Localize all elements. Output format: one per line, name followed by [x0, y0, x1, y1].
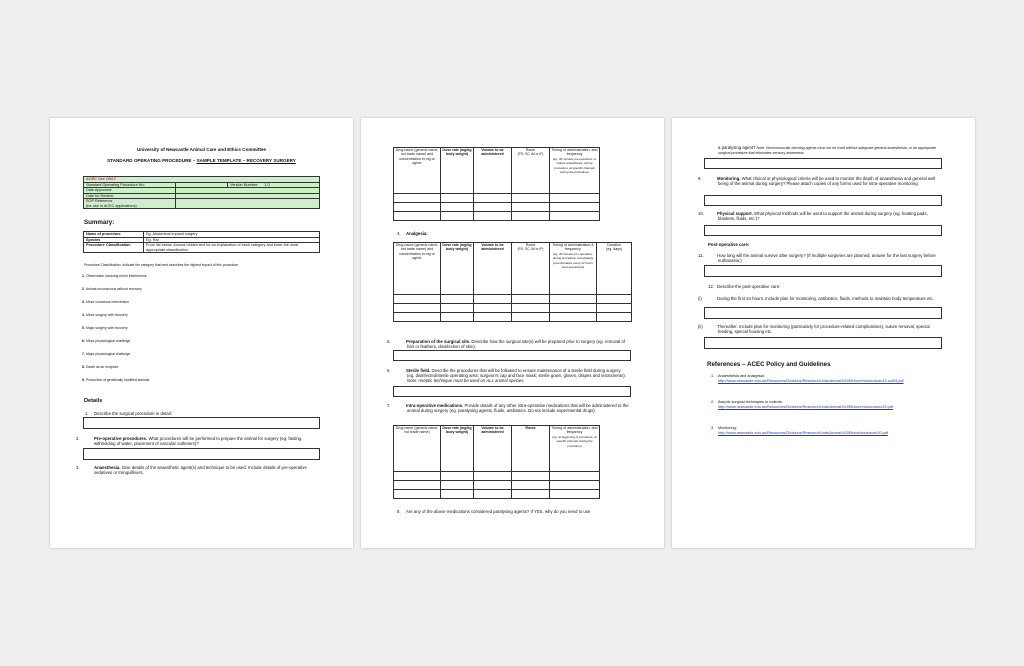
question-7: 7. Intra-operative medications. Provide details of any other intra-operative medications that will be administered to the animal during surgery (eg. paralysing agents, fluids, antibiotics. Do not include experimental drugs).	[387, 403, 629, 414]
col-dose-rate: Dose rate (mg/kg body weight)	[441, 148, 474, 194]
procedure-name-label: Name of procedure	[84, 232, 144, 238]
analgesia-drug-table	[393, 242, 632, 322]
reference-title: Monitoring:	[718, 426, 737, 430]
classification-item: 9. Production of genetically modified animals	[82, 378, 150, 382]
col-route: Route	[512, 426, 550, 472]
question-4: 4. Analgesia:	[397, 231, 428, 236]
answer-box-1[interactable]	[83, 417, 320, 429]
acec-use-table	[83, 176, 320, 209]
classification-item: 4. Minor surgery with recovery	[82, 313, 128, 317]
date-approved-label: Date Approved:	[84, 188, 176, 194]
answer-box-12-i[interactable]	[704, 307, 942, 319]
col-route: Route (PO, SC, IM or IP)	[512, 243, 550, 295]
col-duration: Duration (eg. days)	[597, 243, 632, 295]
anaesthesia-drug-table	[393, 147, 600, 221]
document-subtitle	[50, 158, 353, 164]
summary-table	[83, 231, 320, 253]
col-timing: Timing of administration, and frequency (eg. at beginning of procedure, at specific intervals during the procedure)	[550, 426, 600, 472]
answer-box-10[interactable]	[704, 225, 942, 236]
question-12: 12. Describe the post-operative care:	[708, 284, 781, 289]
classification-intro: Procedure Classification. Indicate the category that best describes the highest impact of this procedure	[84, 263, 238, 267]
question-2: 2. Pre-operative procedures. What procedures will be performed to prepare the animal for surgery (eg. fasting, withholding of water, placement of vascular catheters)?	[76, 436, 303, 447]
col-volume: Volume to be administered	[474, 148, 512, 194]
procedure-name-value[interactable]: Eg. Abdominal implant surgery	[144, 232, 320, 238]
classification-item: 3. Minor conscious intervention	[82, 300, 129, 304]
intraop-drug-table	[393, 425, 600, 499]
document-title: University of Newcastle Animal Care and Ethics Committee	[136, 147, 266, 152]
classification-label: Procedure Classification	[84, 243, 144, 253]
classification-item: 8. Death as an endpoint	[82, 365, 119, 369]
species-label: Species	[84, 237, 144, 243]
reference-item: 1. Anaesthesia and analgesia: http://www.newcastle.edu.au/Resources/Divisions/Research/Units/Animal%20Ethics/revision/acec13-oct03.pdf	[718, 374, 943, 383]
acec-header: ACEC Use ONLY	[84, 177, 320, 183]
reference-title: Anaesthesia and analgesia:	[718, 374, 765, 378]
document-page-2	[361, 118, 664, 548]
classification-item: 1. Observation involving minor interference	[82, 274, 147, 278]
version-value: 1.0	[264, 182, 270, 187]
col-drug-name: Drug name (generic name, not trade name)	[394, 426, 441, 472]
col-dose-rate: Dose rate (mg/kg body weight)	[441, 426, 474, 472]
version-label: Version Number:	[230, 182, 259, 187]
classification-item: 7. Major physiological challenge	[82, 352, 131, 356]
classification-value[interactable]: From list below. Access hidden text for an explanation of each category and enter the most appropriate classification	[144, 243, 320, 253]
classification-item: 5. Major surgery with recovery	[82, 326, 128, 330]
col-volume: Volume to be administered	[474, 243, 512, 295]
question-12-i: (i) During the first 24 hours. Include plan for monitoring, antibiotics, fluids, methods to maintain body temperature etc.	[698, 296, 934, 301]
answer-box-2[interactable]	[83, 448, 320, 460]
col-route: Route (PO, SC, IM or IP)	[512, 148, 550, 194]
question-8-continued: a paralysing agent? Note: Neuromuscular blocking agents must not be used without adequate general anaesthesia, or an appropriate surgical procedure that eliminates sensory awareness	[718, 145, 937, 156]
col-drug-name: Drug name (generic name, not trade name) and concentration in mg or ug/mL	[394, 148, 441, 194]
subtitle-prefix: STANDARD OPERATING PROCEDURE –	[107, 158, 197, 163]
subtitle-template-link[interactable]: SAMPLE TEMPLATE – RECOVERY SURGERY	[196, 158, 296, 163]
sop-number-label: Standard Operating Procedure No:	[84, 182, 176, 188]
details-heading: Details	[84, 398, 103, 404]
col-volume: Volume to be administered	[474, 426, 512, 472]
reference-link[interactable]: http://www.newcastle.edu.au/Resources/Divisions/Research/Units/Animal%20Ethics/revision/acec19.pdf	[718, 404, 893, 409]
question-8: 8. Are any of the above medications considered paralysing agents? If YES, why do you need to use	[397, 509, 591, 514]
answer-box-6[interactable]	[393, 386, 631, 397]
classification-item: 2. Animal unconscious without recovery	[82, 287, 142, 291]
question-6: 6. Sterile field. Describe the procedures that will be followed to ensure maintenance of a sterile field during surgery (eg. disinfected/sterile operating area; surgeon's cap and face mask; sterile gown, gloves, drapes and instruments). Note: Aseptic technique must be used on ALL animal species.	[387, 368, 626, 384]
species-value[interactable]: Eg. Rat	[144, 237, 320, 243]
answer-box-8[interactable]	[704, 158, 942, 169]
reference-item: 2. Aseptic surgical techniques in rodents: http://www.newcastle.edu.au/Resources/Divisions/Research/Units/Animal%20Ethics/revision/acec19.pdf	[718, 400, 943, 409]
document-page-1	[50, 118, 353, 548]
classification-item: 6. Minor physiological challenge	[82, 339, 131, 343]
answer-box-12-ii[interactable]	[704, 337, 942, 349]
question-1: 1. Describe the surgical procedure in detail:	[85, 411, 172, 416]
question-9: 9. Monitoring. What clinical or physiological criteria will be used to monitor the depth of anaesthesia and general well being of the animal during surgery? Please attach copies of any forms used for intra-operative monitoring.	[698, 176, 936, 187]
references-heading: References – ACEC Policy and Guidelines	[707, 361, 831, 368]
reference-link[interactable]: http://www.newcastle.edu.au/Resources/Divisions/Research/Units/Animal%20Ethics/docs/acec20.pdf	[718, 430, 888, 435]
answer-box-5[interactable]	[393, 350, 631, 361]
date-review-label: Date for Review:	[84, 193, 176, 199]
answer-box-9[interactable]	[704, 195, 942, 206]
question-3: 3. Anaesthesia. Give details of the anaesthetic agent(s) and technique to be used. Include details of pre-operative sedatives or tranquillisers.	[76, 465, 307, 476]
col-dose-rate: Dose rate (mg/kg body weight)	[441, 243, 474, 295]
reference-item: 3. Monitoring: http://www.newcastle.edu.au/Resources/Divisions/Research/Units/Animal%20Ethics/docs/acec20.pdf	[718, 426, 943, 435]
col-drug-name: Drug name (generic name, not trade name) and concentration in mg or ug/mL	[394, 243, 441, 295]
summary-heading: Summary:	[84, 219, 115, 226]
sop-reference-label: SOP Reference (for use in ACEC applications)	[84, 199, 176, 209]
answer-box-11[interactable]	[704, 265, 942, 277]
document-page-3	[672, 118, 975, 548]
question-11: 11. How long will the animal survive after surgery? (If multiple surgeries are planned, answer for the last surgery before euthanasia.)	[698, 253, 936, 264]
reference-link[interactable]: http://www.newcastle.edu.au/Resources/Divisions/Research/Units/Animal%20Ethics/revision/acec13-oct03.pdf	[718, 378, 904, 383]
question-5: 5. Preparation of the surgical site. Describe how the surgical site(s) will be prepared prior to surgery (eg. removal of hair or feathers, disinfection of skin).	[387, 339, 625, 350]
question-10: 10. Physical support. What physical methods will be used to support the animal during surgery (eg. heating pads, blankets, fluids, etc.)?	[698, 211, 928, 222]
question-12-ii: (ii) Thereafter. Include plan for monitoring (particularly for procedure-related complications), suture removal, special feeding, special housing etc.	[698, 324, 930, 335]
postop-heading: Post-operative care:	[708, 242, 750, 247]
col-timing: Timing of administration, and frequency (eg. 30 minutes pre-operative. to induce anaesthesia, during procedure, at specific intervals during the procedure)	[550, 148, 600, 194]
col-timing: Timing of administration & frequency (eg. 30 minutes pre-operative, during procedure, immediately post-operative every 12 hours post-operatively)	[550, 243, 597, 295]
reference-title: Aseptic surgical techniques in rodents:	[718, 400, 783, 404]
